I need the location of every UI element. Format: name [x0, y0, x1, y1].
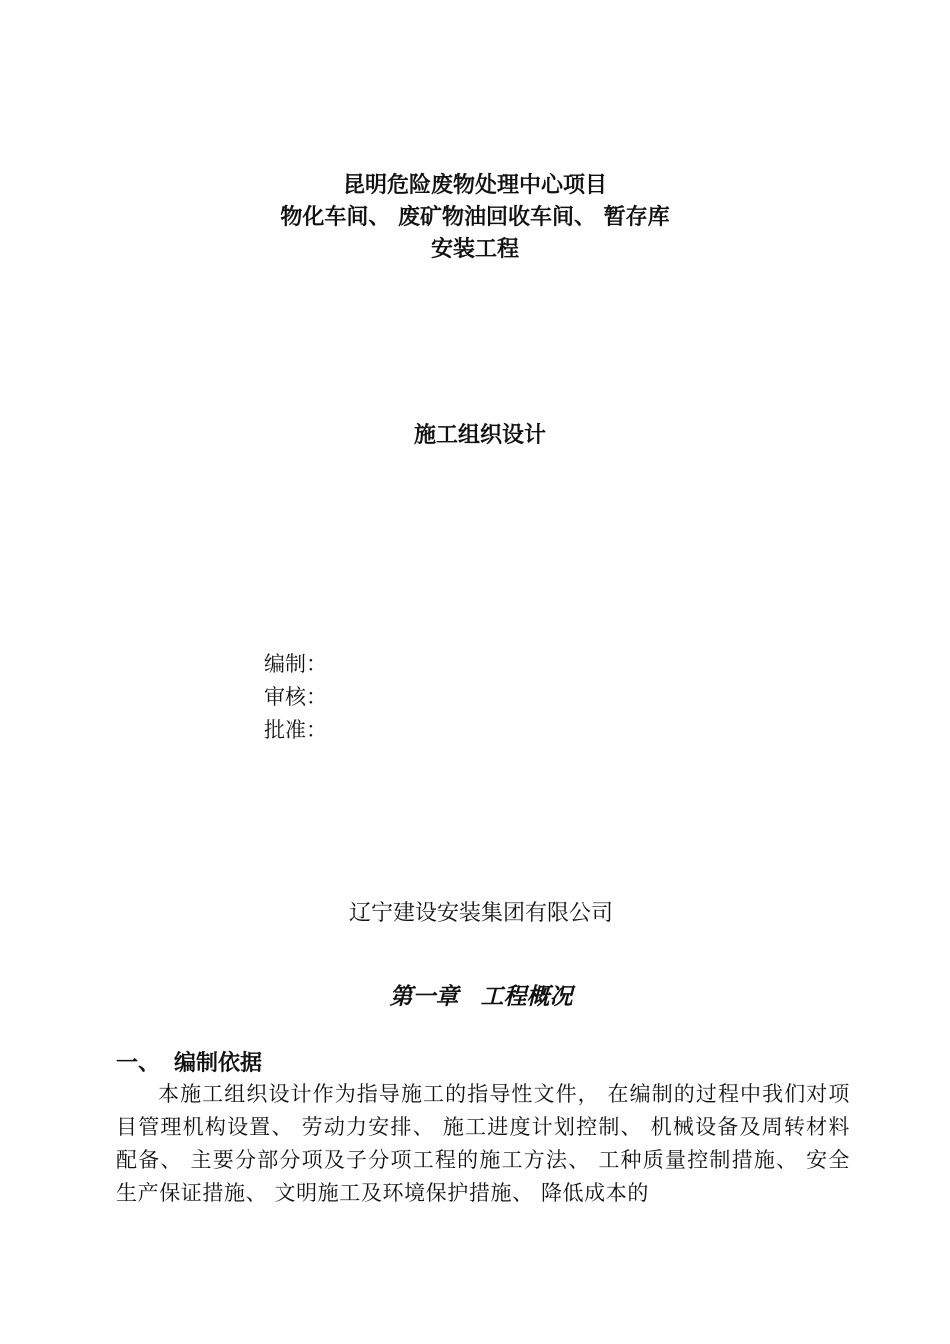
reviewed-by-label: 审核： — [264, 685, 327, 709]
project-name: 昆明危险废物处理中心项目 — [342, 173, 607, 198]
chapter-title: 工程概况 — [480, 984, 573, 1010]
project-scope: 物化车间、 废矿物油回收车间、 暂存库 — [280, 205, 670, 230]
signoff-block — [264, 648, 327, 747]
approved-by-label: 批准： — [264, 718, 327, 742]
project-work-type: 安装工程 — [430, 237, 519, 262]
section-heading — [116, 1046, 262, 1077]
company-name: 辽宁建设安装集团有限公司 — [348, 901, 613, 926]
section-number: 一、 — [116, 1051, 161, 1076]
body-paragraph: 本施工组织设计作为指导施工的指导性文件， 在编制的过程中我们对项目管理机构设置、 劳动力安排、 施工进度计划控制、 机械设备及周转材料配备、 主要分部分项及子分项工程的施工方法、 工种质量控制措施、 安全生产保证措施、 文明施工及环境保护措施、 降低成本的 — [116, 1082, 850, 1205]
chapter-number: 第一章 — [389, 984, 459, 1010]
section-title: 编制依据 — [174, 1051, 263, 1076]
compiled-by-label: 编制： — [264, 652, 327, 676]
chapter-heading — [0, 978, 950, 1011]
cover-title — [0, 170, 950, 266]
document-type: 施工组织设计 — [413, 423, 546, 448]
